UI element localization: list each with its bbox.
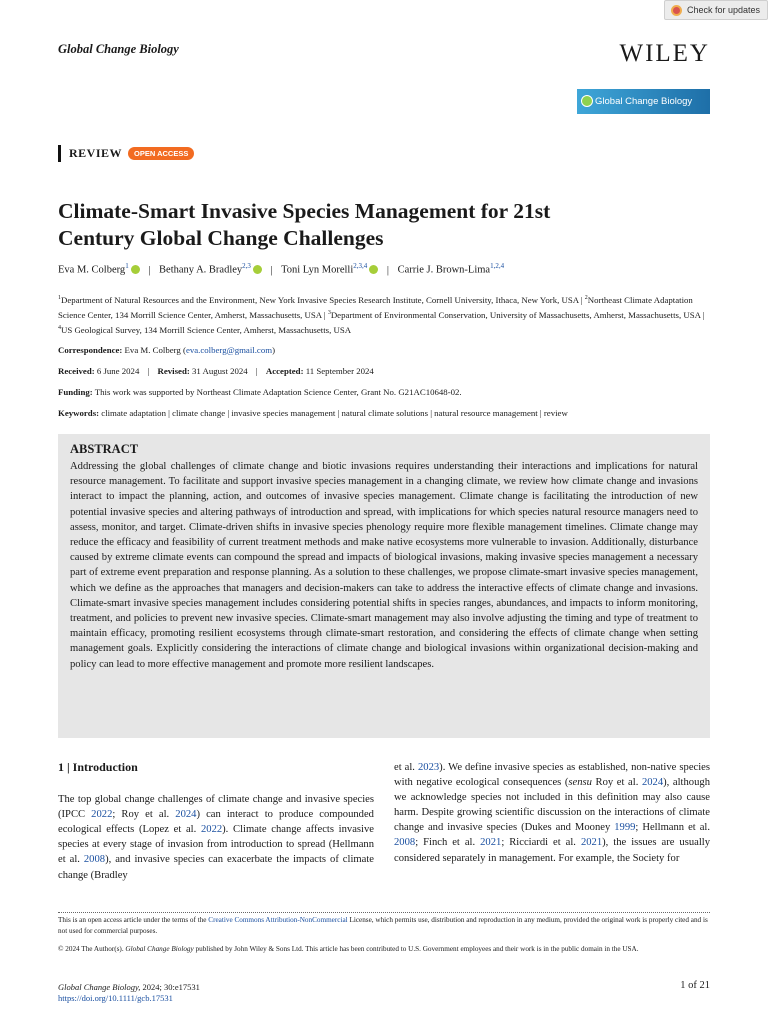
author-name[interactable]: Toni Lyn Morelli xyxy=(281,264,354,276)
separator: | xyxy=(147,366,150,376)
citation-link[interactable]: 2022 xyxy=(200,824,223,836)
citation-link[interactable]: 2021 xyxy=(580,837,603,849)
author-affil: 2,3 xyxy=(242,262,251,270)
intro-paragraph-right xyxy=(394,760,710,866)
review-bar xyxy=(58,145,61,162)
funding-text: This work was supported by Northeast Climate Adaptation Science Center, Grant No. G21AC10648-02. xyxy=(94,387,462,397)
journal-badge-label: Global Change Biology xyxy=(595,96,693,107)
text-run: ; Ricciardi et al. xyxy=(501,837,581,849)
citation-link[interactable]: 2021 xyxy=(480,837,502,849)
citation-journal: Global Change Biology, xyxy=(58,982,141,992)
citation-link[interactable]: 2022 xyxy=(91,809,113,821)
text-run: et al. xyxy=(394,762,418,773)
text-run: The top global change challenges of climate change and invasive species (IPCC xyxy=(58,794,374,821)
author-affil: 1 xyxy=(125,262,129,270)
citation-volume: 2024; 30:e17531 xyxy=(140,982,200,992)
article-type-row xyxy=(58,145,194,162)
affiliation-2: Northeast Climate Adaptation Science Center, 134 Morrill Science Center, Amherst, Massachusetts, USA | xyxy=(58,294,693,320)
license-link[interactable]: Creative Commons Attribution-NonCommercial xyxy=(208,916,348,924)
journal-name: Global Change Biology xyxy=(58,42,179,56)
keywords-text: climate adaptation | climate change | invasive species management | natural climate solutions | natural resource management | review xyxy=(101,408,568,418)
crossmark-icon xyxy=(671,5,682,16)
text-run: ), and invasive species can exacerbate the impacts of climate change (Bradley xyxy=(58,854,374,881)
article-type: REVIEW xyxy=(69,146,123,160)
text-run: © 2024 The Author(s). xyxy=(58,945,126,953)
citation xyxy=(58,982,200,1004)
text-run: published by John Wiley & Sons Ltd. This article has been contributed to U.S. Government employees and their work is in the public domain in the USA. xyxy=(193,945,639,953)
abstract-box xyxy=(58,434,710,738)
body-column-left xyxy=(58,760,374,883)
citation-link[interactable]: 2024 xyxy=(175,809,197,821)
orcid-icon[interactable] xyxy=(369,265,378,274)
separator: | xyxy=(255,366,258,376)
text-run: ; Finch et al. xyxy=(415,837,481,849)
text-run: Roy et al. xyxy=(591,777,642,789)
section-heading: 1 | Introduction xyxy=(58,760,138,774)
license-note xyxy=(58,915,710,937)
funding-label: Funding: xyxy=(58,387,93,397)
journal-badge[interactable] xyxy=(577,89,710,114)
orcid-icon[interactable] xyxy=(253,265,262,274)
text-run: ). We define invasive species as established, non-native species with negative ecological consequences ( xyxy=(394,762,710,789)
text-run: sensu xyxy=(568,777,592,789)
abstract-heading: ABSTRACT xyxy=(70,442,139,456)
correspondence-label: Correspondence: xyxy=(58,345,123,355)
orcid-icon[interactable] xyxy=(131,265,140,274)
keywords xyxy=(58,408,568,418)
affiliation-3: Department of Environmental Conservation, University of Massachusetts, Amherst, Massachusetts, USA | xyxy=(330,309,705,320)
affiliation-4: US Geological Survey, 134 Morrill Science Center, Amherst, Massachusetts, USA xyxy=(61,324,352,335)
revised-date: 31 August 2024 xyxy=(191,366,248,376)
affil-sup: 4 xyxy=(58,324,61,331)
keywords-label: Keywords: xyxy=(58,408,100,418)
funding xyxy=(58,387,462,397)
citation-link[interactable]: 1999 xyxy=(614,822,636,834)
author-name[interactable]: Carrie J. Brown-Lima xyxy=(397,264,491,276)
citation-link[interactable]: 2008 xyxy=(83,854,106,866)
dates xyxy=(58,366,374,376)
citation-link[interactable]: 2024 xyxy=(641,777,664,789)
citation-link[interactable]: 2008 xyxy=(394,837,416,849)
abstract-text: Addressing the global challenges of climate change and biotic invasions requires understanding their interactions and implications for natural resource management. To facilitate and support invasive species management in a changing climate, we review how climate change and invasions interact to impact the planning, action, and outcomes of invasive species management. Climate change is facilitating the introduction of new potential invasive species and altering pathways of introduction and spread, with implications for which species natural resource managers need to assess, monitor, and target. Climate-driven shifts in invasive species phenology require more flexible management timelines. Climate change may reduce the efficacy and feasibility of current treatment methods and make native ecosystems more vulnerable to invasion. Additionally, disturbance caused by extreme climate events can compound the spread and impacts of biological invasions, making invasive species management a necessary part of extreme event preparation and response planning. As a solution to these challenges, we propose climate-smart invasive species management, which we define as the approaches that managers and decision-makers can take to address the interactive effects of climate change and invasions. Climate-smart invasive species management includes considering potential shifts in species ranges, abundances, and impacts to inform monitoring, treatment, and policies to prevent new invasive species. Climate-smart management may also involve adjusting the timing and type of treatment to maintain efficacy, promoting resilient ecosystems through climate-smart restoration, and considering the effects of climate change when setting management goals. Explicitly considering the interactions of climate change and biological invasions within organizational decision-making and policy can lead to more effective management and promote more resilient landscapes. xyxy=(70,461,698,670)
text-run: This is an open access article under the terms of the xyxy=(58,916,209,924)
accepted-date: 11 September 2024 xyxy=(305,366,374,376)
author-name[interactable]: Bethany A. Bradley xyxy=(159,264,243,276)
separator: | xyxy=(270,264,273,276)
title-line-2: Century Global Change Challenges xyxy=(58,226,384,250)
correspondence: Correspondence: Eva M. Colberg (eva.colberg@gmail.com) xyxy=(58,345,276,355)
affil-sup: 2 xyxy=(584,295,588,301)
author-affil: 2,3,4 xyxy=(353,262,368,270)
affil-sup: 3 xyxy=(327,309,331,316)
affiliation-1: Department of Natural Resources and the Environment, New York Invasive Species Research Institute, Cornell University, Ithaca, New York, USA | xyxy=(61,294,583,305)
title-line-1: Climate-Smart Invasive Species Management for 21st xyxy=(58,199,551,223)
text-run: ). Climate change affects invasive species at every stage of invasion from introduction to spread (Hellmann et al. xyxy=(58,824,374,866)
doi-link[interactable]: https://doi.org/10.1111/gcb.17531 xyxy=(58,993,173,1003)
copyright-note xyxy=(58,944,710,955)
page-number: 1 of 21 xyxy=(680,980,710,991)
text-run: ), the issues are usually considered separately in management. For example, the Society for xyxy=(394,837,710,864)
author-name[interactable]: Eva M. Colberg xyxy=(58,264,126,276)
text-run: Global Change Biology xyxy=(125,945,194,953)
citation-link[interactable]: 2023 xyxy=(417,762,440,773)
affiliations xyxy=(58,292,708,337)
correspondence-name: Eva M. Colberg xyxy=(124,345,181,355)
correspondence-email-link[interactable]: eva.colberg@gmail.com xyxy=(185,345,273,355)
footnote-divider xyxy=(58,912,710,913)
revised-label: Revised: xyxy=(157,366,190,376)
separator: | xyxy=(148,264,151,276)
globe-icon xyxy=(581,95,593,107)
received-date: 6 June 2024 xyxy=(96,366,140,376)
text-run: ), although we acknowledge species not included in this definition may also cause harm. Despite growing scientific discussion on the interactions of climate change and invasive species (Dukes and Mooney xyxy=(394,777,710,834)
text-run: ) can interact to produce compounded ecological effects (Lopez et al. xyxy=(58,809,374,836)
body-column-right xyxy=(394,760,710,866)
received-label: Received: xyxy=(58,366,95,376)
check-updates-label: Check for updates xyxy=(687,5,761,15)
intro-paragraph-left xyxy=(58,792,374,883)
check-for-updates-button[interactable] xyxy=(664,0,768,20)
publisher-logo: WILEY xyxy=(619,40,710,67)
author-affil: 1,2,4 xyxy=(490,262,505,270)
affil-sup: 1 xyxy=(58,295,61,301)
text-run: ; Hellmann et al. xyxy=(635,822,710,834)
open-access-badge: OPEN ACCESS xyxy=(128,147,194,160)
author-list xyxy=(58,262,504,276)
separator: | xyxy=(386,264,389,276)
accepted-label: Accepted: xyxy=(265,366,304,376)
text-run: ; Roy et al. xyxy=(112,809,176,821)
article-title xyxy=(58,198,678,252)
text-run: License, which permits use, distribution and reproduction in any medium, provided the original work is properly cited and is not used for commercial purposes. xyxy=(58,916,708,935)
